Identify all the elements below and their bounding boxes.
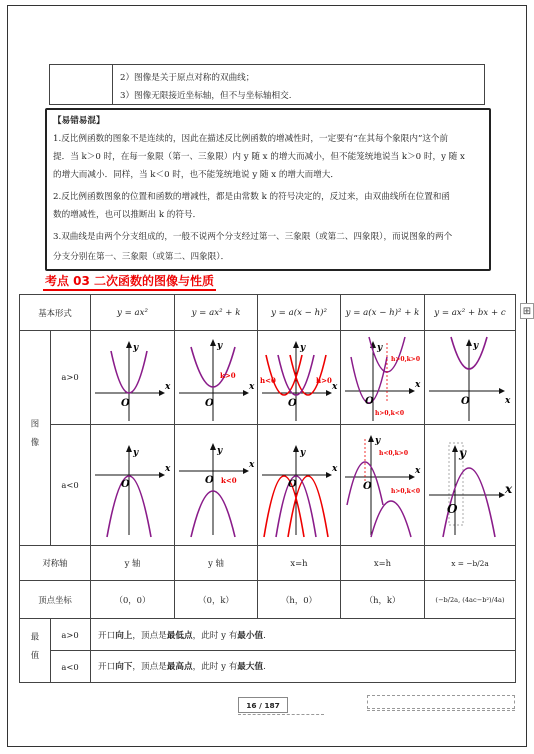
hk-label-1: h>0,k>0 (391, 356, 421, 363)
x-axis-label: x (332, 464, 338, 474)
a-positive-label: a>0 (61, 372, 79, 382)
axis-value: x=h (373, 558, 392, 568)
formula-5: y = ax² + bx + c (434, 307, 506, 318)
vertex-value: （0，0） (114, 594, 151, 605)
property-table-fragment (49, 64, 485, 105)
footer-rule (238, 714, 324, 715)
basic-form-header: 基本形式 (38, 307, 72, 318)
vertex-value: （h，k） (364, 594, 401, 605)
x-axis-label: x (332, 382, 338, 392)
x-axis-label: x (165, 464, 171, 474)
origin-label: O (288, 479, 297, 490)
extreme-a-pos: a>0 (61, 629, 79, 640)
hk-label-3: h<0,k>0 (379, 450, 409, 457)
origin-label: O (121, 479, 130, 490)
origin-label: O (205, 398, 214, 409)
k-negative-label: k<0 (221, 476, 237, 485)
x-axis-label: x (415, 466, 421, 476)
origin-label: O (365, 396, 374, 407)
vertex-value: （h，0） (281, 594, 317, 605)
extreme-label: 最值 (30, 632, 40, 669)
graph-up-h (258, 331, 340, 424)
origin-label: O (205, 475, 214, 486)
a-negative-label: a<0 (61, 479, 79, 490)
origin-label: O (121, 398, 130, 409)
origin-label: O (288, 398, 297, 409)
y-axis-label: y (459, 446, 466, 460)
hk-label-2: h>0,k<0 (375, 410, 405, 417)
graph-down-hk (341, 425, 424, 545)
graph-down-h (258, 425, 340, 545)
mistakes-title: 【易错易混】 (53, 116, 105, 126)
x-axis-label: x (505, 482, 513, 496)
mistake-line: 提．当 k＞0 时，在每一象限（第一、三象限）内 y 随 x 的增大而减小，但不能笼统地说当 k＞0 时，y 随 x (53, 152, 465, 162)
property-line-2: 2）图像是关于原点对称的双曲线； (120, 73, 255, 83)
graph-down-basic (91, 425, 174, 545)
formula-2: y = ax² + k (191, 307, 241, 318)
formula-4: y = a(x − h)² + k (345, 307, 420, 318)
graph-down-k (175, 425, 257, 545)
column-divider (112, 65, 113, 104)
quadratic-properties-table (19, 294, 516, 683)
x-axis-label: x (415, 380, 421, 390)
y-axis-label: y (300, 343, 306, 353)
y-axis-label: y (133, 448, 139, 458)
mistake-line: 2.反比例函数图象的位置和函数的增减性，都是由常数 k 的符号决定的，反过来，由双曲线所在位置和函 (53, 192, 450, 202)
origin-label: O (363, 481, 372, 492)
extreme-neg-text: 开口向下，顶点是最高点，此时 y 有最大值. (98, 662, 266, 672)
extreme-a-neg: a<0 (61, 661, 79, 672)
y-axis-label: y (217, 341, 223, 351)
panel-icon[interactable]: ⊞ (520, 303, 534, 319)
hk-label-4: h>0,k<0 (391, 488, 421, 495)
h-positive-label: h>0 (316, 376, 332, 385)
formula-3: y = a(x − h)² (271, 307, 327, 318)
vertex-label: 顶点坐标 (38, 594, 72, 605)
footer-placeholder-line (367, 710, 515, 711)
graph-up-hk (341, 331, 424, 424)
x-axis-label: x (249, 382, 255, 392)
image-row-label: 图像 (30, 419, 40, 456)
mistake-line: 的增大而减小．同样，当 k＜0 时，也不能笼统地说 y 随 x 的增大而增大． (53, 170, 339, 180)
footer-placeholder (367, 695, 515, 709)
mistake-line: 3.双曲线是由两个分支组成的，一般不说两个分支经过第一、三象限（或第二、四象限），而说图象的两个 (53, 232, 453, 242)
vertex-value: (−b/2a, (4ac−b²)/4a) (435, 595, 505, 604)
extreme-pos-text: 开口向上，顶点是最低点，此时 y 有最小值. (98, 631, 266, 641)
h-negative-label: h<0 (260, 376, 276, 385)
origin-label: O (447, 502, 458, 516)
property-line-3: 3）图像无限接近坐标轴，但不与坐标轴相交. (120, 91, 292, 101)
graph-up-general (425, 331, 515, 424)
y-axis-label: y (217, 446, 223, 456)
graph-down-general (425, 425, 515, 545)
section-heading: 考点 03 二次函数的图像与性质 (43, 272, 216, 291)
axis-value: y 轴 (124, 558, 141, 568)
axis-value: x = −b/2a (451, 558, 489, 568)
vertex-value: （0，k） (198, 594, 234, 605)
axis-of-symmetry-label: 对称轴 (42, 558, 68, 568)
graph-up-basic (91, 331, 174, 424)
axis-value: x=h (290, 558, 308, 568)
x-axis-label: x (165, 382, 171, 392)
row-divider (50, 650, 515, 651)
k-positive-label: k>0 (220, 371, 236, 380)
mistake-line: 数的增减性，也可以推断出 k 的符号． (53, 210, 202, 220)
row-divider (20, 618, 515, 619)
formula-1: y = ax² (117, 307, 148, 318)
origin-label: O (461, 396, 470, 407)
axis-value: y 轴 (208, 558, 224, 568)
mistake-line: 1.反比例函数的图象不是连续的，因此在描述反比例函数的增减性时，一定要有“在其每个象限内”这个前 (53, 134, 449, 144)
y-axis-label: y (377, 343, 383, 353)
common-mistakes-box (45, 108, 491, 271)
x-axis-label: x (249, 460, 255, 470)
y-axis-label: y (133, 343, 139, 353)
y-axis-label: y (300, 448, 306, 458)
x-axis-label: x (505, 396, 511, 406)
page-number: 16 / 187 (238, 697, 288, 713)
mistake-line: 分支分别在第一、三象限（或第二、四象限）． (53, 252, 230, 262)
y-axis-label: y (375, 436, 381, 446)
y-axis-label: y (473, 341, 479, 351)
graph-up-k (175, 331, 257, 424)
